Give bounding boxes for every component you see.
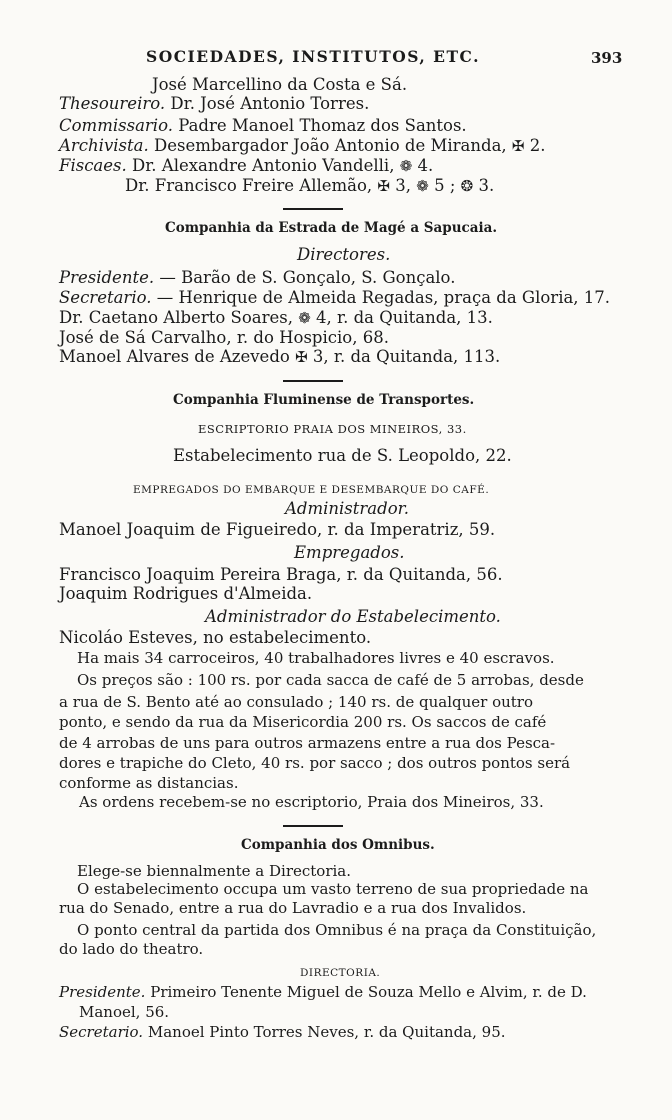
section-title-fluminense: Companhia Fluminense de Transportes. <box>173 392 475 408</box>
mage-director: Dr. Caetano Alberto Soares, ❁ 4, r. da Quitanda, 13. <box>59 308 493 327</box>
administrator-name: Manoel Joaquim de Figueiredo, r. da Imperatriz, 59. <box>59 520 496 539</box>
directors-heading: Directores. <box>297 245 391 264</box>
employees-heading: Empregados. <box>294 543 405 562</box>
role-label: Presidente. <box>59 268 155 287</box>
archivist-line: Archivista. Desembargador João Antonio de Miranda, ✠ 2. <box>59 136 546 155</box>
order-cross-icon: ✠ <box>377 177 390 195</box>
omnibus-line: O ponto central da partida dos Omnibus é na praça da Constituição, <box>77 921 597 939</box>
role-label: Fiscaes. <box>59 156 127 175</box>
omnibus-line: rua do Senado, entre a rua do Lavradio e a rua dos Invalidos. <box>59 899 527 917</box>
section-title-omnibus: Companhia dos Omnibus. <box>241 837 435 853</box>
prices-line: a rua de S. Bento até ao consulado ; 140 rs. de qualquer outro <box>59 693 533 711</box>
prices-line: conforme as distancias. <box>59 774 239 792</box>
prices-line: de 4 arrobas de uns para outros armazens entre a rua dos Pesca- <box>59 734 556 752</box>
section-divider <box>283 825 343 827</box>
order-rose-icon: ❁ <box>298 309 311 327</box>
office-address: ESCRIPTORIO PRAIA DOS MINEIROS, 33. <box>198 422 467 436</box>
workers-line: Ha mais 34 carroceiros, 40 trabalhadores livres e 40 escravos. <box>77 649 555 667</box>
role-label: Secretario. <box>59 1023 144 1041</box>
omnibus-line: do lado do theatro. <box>59 940 204 958</box>
mage-president: Presidente. — Barão de S. Gonçalo, S. Gonçalo. <box>59 268 456 287</box>
prices-line: dores e trapiche do Cleto, 40 rs. por sacco ; dos outros pontos será <box>59 754 571 772</box>
mage-director: José de Sá Carvalho, r. do Hospicio, 68. <box>59 328 389 347</box>
omnibus-president: Presidente. Primeiro Tenente Miguel de Souza Mello e Alvim, r. de D. <box>59 983 587 1001</box>
page-number: 393 <box>591 49 623 67</box>
mage-secretary: Secretario. — Henrique de Almeida Regadas, praça da Gloria, 17. <box>59 288 611 307</box>
board-heading: DIRECTORIA. <box>300 967 381 979</box>
staff-heading: EMPREGADOS DO EMBARQUE E DESEMBARQUE DO CAFÉ. <box>133 484 490 496</box>
establishment-address: Estabelecimento rua de S. Leopoldo, 22. <box>173 446 512 465</box>
role-label: Archivista. <box>59 136 149 155</box>
treasurer-line: Thesoureiro. Dr. José Antonio Torres. <box>59 94 370 113</box>
section-title-mage: Companhia da Estrada de Magé a Sapucaia. <box>165 220 498 236</box>
role-label: Presidente. <box>59 983 146 1001</box>
auditor-line: Fiscaes. Dr. Alexandre Antonio Vandelli, ❁ 4. <box>59 156 434 175</box>
prices-line: Os preços são : 100 rs. por cada sacca de café de 5 arrobas, desde <box>77 671 584 689</box>
estab-admin-name: Nicoláo Esteves, no estabelecimento. <box>59 628 372 647</box>
prices-line: ponto, e sendo da rua da Misericordia 200 rs. Os saccos de café <box>59 713 547 731</box>
section-divider <box>283 208 343 210</box>
order-cross-icon: ✠ <box>511 137 525 155</box>
omnibus-line: O estabelecimento occupa um vasto terreno de sua propriedade na <box>77 880 589 898</box>
employee-line: Francisco Joaquim Pereira Braga, r. da Quitanda, 56. <box>59 565 503 584</box>
commissioner-line: Commissario. Padre Manoel Thomaz dos Santos. <box>59 116 467 135</box>
order-rose-icon: ❁ <box>399 157 413 175</box>
order-cross-icon: ✠ <box>295 348 308 366</box>
member-line: José Marcellino da Costa e Sá. <box>152 75 408 94</box>
omnibus-president-cont: Manoel, 56. <box>79 1003 170 1021</box>
omnibus-secretary: Secretario. Manoel Pinto Torres Neves, r. da Quitanda, 95. <box>59 1023 506 1041</box>
role-label: Secretario. <box>59 288 152 307</box>
running-header: SOCIEDADES, INSTITUTOS, ETC. <box>146 47 480 66</box>
role-label: Thesoureiro. <box>59 94 166 113</box>
employee-line: Joaquim Rodrigues d'Almeida. <box>59 584 313 603</box>
orders-line: As ordens recebem-se no escriptorio, Praia dos Mineiros, 33. <box>79 793 544 811</box>
order-rose-icon: ❁ <box>416 177 429 195</box>
auditor-line-2: Dr. Francisco Freire Allemão, ✠ 3, ❁ 5 ; ❂ 3. <box>125 176 495 195</box>
estab-admin-heading: Administrador do Estabelecimento. <box>205 607 501 626</box>
omnibus-line: Elege-se biennalmente a Directoria. <box>77 862 352 880</box>
order-medal-icon: ❂ <box>460 177 474 195</box>
administrator-heading: Administrador. <box>285 499 409 518</box>
mage-director: Manoel Alvares de Azevedo ✠ 3, r. da Quitanda, 113. <box>59 347 501 366</box>
section-divider <box>283 380 343 382</box>
role-label: Commissario. <box>59 116 173 135</box>
